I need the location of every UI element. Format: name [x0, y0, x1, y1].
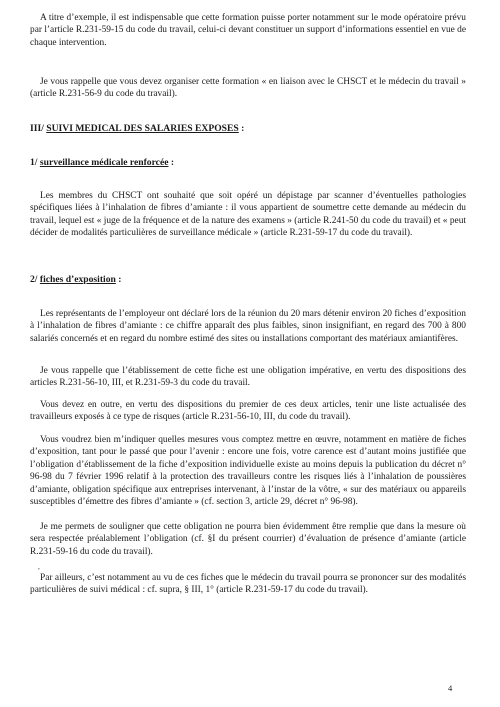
page-number: 4	[448, 683, 453, 693]
stray-mark: ,	[38, 563, 40, 571]
subsection-number: 1/	[30, 157, 38, 168]
paragraph: Je me permets de souligner que cette obligation ne pourra bien évidemment être remplie que dans la mesure où sera respectée préalablement l’obligation (cf. §I du présent courrier) d’évaluation de présence d’amiante (article R.231-59-16 du code du travail).	[30, 522, 466, 557]
section-colon: :	[238, 123, 245, 134]
paragraph: Vous devez en outre, en vertu des dispositions du premier de ces deux articles, tenir une liste actualisée des travailleurs exposés à ce type de risques (article R.231-56-10, III, du code du travail).	[30, 400, 466, 423]
paragraph: A titre d’exemple, il est indispensable que cette formation puisse porter notamment sur le mode opératoire prévu par l’article R.231-59-15 du code du travail, celui-ci devant constituer un support d’informations essentiel en vue de chaque intervention.	[30, 13, 466, 48]
paragraph: Je vous rappelle que l’établissement de cette fiche est une obligation impérative, en vertu des dispositions des articles R.231-56-10, III, et R.231-59-3 du code du travail.	[30, 366, 466, 389]
subsection-colon: :	[168, 157, 175, 168]
paragraph: Les représentants de l’employeur ont déclaré lors de la réunion du 20 mars détenir environ 20 fiches d’exposition à l’inhalation de fibres d’amiante : ce chiffre apparaît des plus faibles, sinon insignifiant, en regard des 700 à 800 salariés concernés et en regard du nombre estimé des sites ou installations comportant des matériaux amiantifères.	[30, 309, 466, 344]
section-number: III/	[30, 123, 44, 134]
paragraph: Vous voudrez bien m’indiquer quelles mesures vous comptez mettre en œuvre, notamment en matière de fiches d’exposition, tant pour le passé que pour l’avenir : encore une fois, votre carence est d’autant moins justifiée que l’obligation d’établissement de la fiche d’exposition individuelle existe au moins depuis la publication du décret n° 96-98 du 7 février 1996 relatif à la protection des travailleurs contre les risques liés à l’inhalation de poussières d’amiante, obligation spécifique aux entreprises intervenant, à l’instar de la vôtre, « sur des matériaux ou appareils susceptibles d’émettre des fibres d’amiante » (cf. section 3, article 29, décret n° 96-98).	[30, 435, 466, 508]
subsection-title: fiches d’exposition	[39, 274, 116, 285]
subsection-number: 2/	[30, 274, 38, 285]
paragraph: Les membres du CHSCT ont souhaité que soit opéré un dépistage par scanner d’éventuelles pathologies spécifiques liées à l’inhalation de fibres d’amiante : il vous appartient de soumettre cette demande au médecin du travail, lequel est « juge de la fréquence et de la nature des examens » (article R.241-50 du code du travail) et « peut décider de modalités particulières de surveillance médicale » (article R.231-59-17 du code du travail).	[30, 191, 466, 239]
subsection-colon: :	[115, 274, 122, 285]
subsection-heading	[30, 274, 121, 286]
section-title: SUIVI MEDICAL DES SALARIES EXPOSES	[46, 123, 239, 134]
subsection-heading	[30, 157, 174, 169]
paragraph: Je vous rappelle que vous devez organiser cette formation « en liaison avec le CHSCT et le médecin du travail » (article R.231-56-9 du code du travail).	[30, 77, 466, 100]
subsection-title: surveillance médicale renforcée	[39, 157, 169, 168]
section-heading	[30, 123, 244, 135]
paragraph: Par ailleurs, c’est notamment au vu de ces fiches que le médecin du travail pourra se prononcer sur des modalités particulières de suivi médical : cf. supra, § III, 1° (article R.231-59-17 du code du travail).	[30, 573, 466, 596]
